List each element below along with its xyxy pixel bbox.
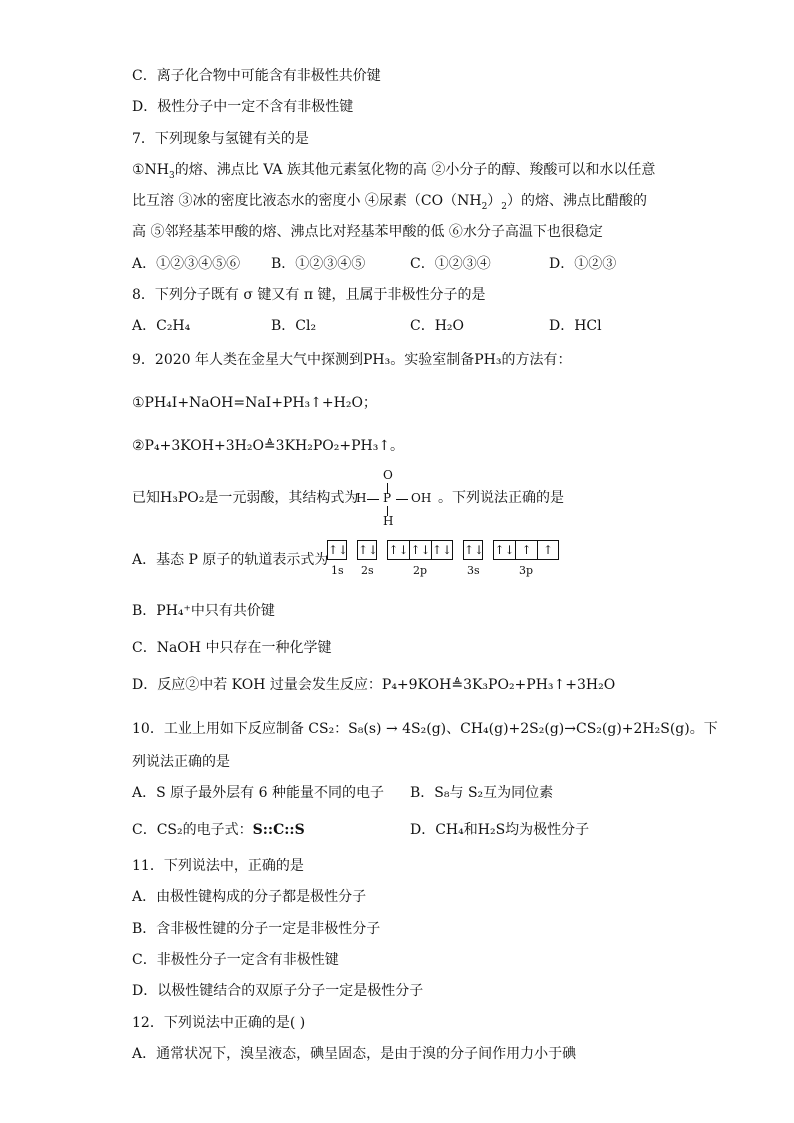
q7-statement-3: 高 ⑤邻羟基苯甲酸的熔、沸点比对羟基苯甲酸的低 ⑥水分子高温下也很稳定: [132, 224, 603, 240]
orbital-label-2p: 2p: [413, 564, 428, 577]
q9-reaction-2: ②P₄+3KOH+3H₂O≜3KH₂PO₂+PH₃↑。: [132, 438, 405, 454]
q10-option-d: D．CH₄和H₂S均为极性分子: [410, 822, 590, 838]
q11-option-a: A．由极性键构成的分子都是极性分子: [132, 889, 367, 905]
orbital-2s: ↑↓: [357, 540, 377, 560]
orbital-2p-cell: ↑↓: [432, 543, 453, 557]
struct-bond-poh: [396, 499, 408, 500]
q10-option-b: B．S₈与 S₂互为同位素: [410, 785, 554, 801]
orbital-2p-cell: ↑↓: [388, 543, 409, 557]
q9-option-c: C．NaOH 中只存在一种化学键: [132, 640, 332, 656]
question-11: 11．下列说法中，正确的是: [132, 858, 304, 874]
struct-oh: OH: [411, 491, 432, 505]
orbital-3p: [493, 540, 559, 560]
orbital-3p-cell: ↑: [542, 543, 554, 557]
question-10-cont: 列说法正确的是: [132, 754, 230, 770]
struct-h-bottom: H: [383, 514, 394, 528]
orbital-label-1s: 1s: [331, 564, 344, 577]
q9-known-acid: 已知H₃PO₂是一元弱酸，其结构式为: [132, 490, 359, 506]
q11-option-b: B．含非极性键的分子一定是非极性分子: [132, 921, 381, 937]
q7-option-a: A．①②③④⑤⑥: [132, 256, 241, 272]
question-8: 8．下列分子既有 σ 键又有 π 键，且属于非极性分子的是: [132, 287, 486, 303]
struct-bond-hp: [367, 499, 379, 500]
q7-statement-1: $①NH_3$的熔、沸点比 VA 族其他元素氢化物的高 ②小分子的醇、羧酸可以和水以任意: [132, 162, 656, 181]
q8-option-d: D．HCl: [549, 318, 602, 334]
q8-option-a: A．C₂H₄: [132, 318, 191, 334]
struct-h-left: H: [356, 491, 367, 505]
question-10: 10．工业上用如下反应制备 CS₂：S₈(s) → 4S₂(g)、CH₄(g)+2S₂(g)→CS₂(g)+2H₂S(g)。下: [132, 721, 718, 737]
struct-p: P: [383, 491, 392, 505]
question-7: 7．下列现象与氢键有关的是: [132, 131, 309, 147]
orbital-label-3p: 3p: [519, 564, 534, 577]
q11-option-d: D．以极性键结合的双原子分子一定是极性分子: [132, 983, 424, 999]
orbital-3p-cell: ↑↓: [494, 543, 515, 557]
q10-option-c: C．CS₂的电子式：S::C::S: [132, 822, 305, 838]
q8-option-b: B．Cl₂: [271, 318, 317, 334]
q11-option-c: C．非极性分子一定含有非极性键: [132, 952, 339, 968]
q7-statement-2: 比互溶 ③冰的密度比液态水的密度小 ④尿素$(CO(NH_2)_2)$的熔、沸点比醋酸的: [132, 193, 648, 212]
q9-option-b: B．PH₄⁺中只有共价键: [132, 603, 275, 619]
orbital-2p: [387, 540, 453, 560]
orbital-label-2s: 2s: [361, 564, 374, 577]
h3po2-structure: [356, 468, 438, 528]
orbital-2p-cell: ↑↓: [410, 543, 431, 557]
q7-option-c: C．①②③④: [410, 256, 491, 272]
q9-reaction-1: ①PH₄I+NaOH=NaI+PH₃↑+H₂O；: [132, 395, 377, 411]
q7-option-d: D．①②③: [549, 256, 617, 272]
orbital-3s: ↑↓: [463, 540, 483, 560]
q9-option-d: D．反应②中若 KOH 过量会发生反应：P₄+9KOH≜3K₃PO₂+PH₃↑+3H₂O: [132, 677, 616, 693]
orbital-1s: ↑↓: [327, 540, 347, 560]
option-c-q6: C．离子化合物中可能含有非极性共价键: [132, 68, 381, 84]
question-12: 12．下列说法中正确的是( ): [132, 1015, 306, 1031]
q9-option-a: A．基态 P 原子的轨道表示式为: [132, 552, 329, 568]
q9-known-tail: 。下列说法正确的是: [438, 490, 564, 506]
struct-o: O: [383, 468, 393, 482]
cs2-electron-formula: S::C::S: [252, 822, 305, 838]
q12-option-a: A．通常状况下，溴呈液态，碘呈固态，是由于溴的分子间作用力小于碘: [132, 1046, 577, 1062]
q10-option-a: A．S 原子最外层有 6 种能量不同的电子: [132, 785, 384, 801]
orbital-3p-cell: ↑: [516, 541, 538, 559]
option-d-q6: D．极性分子中一定不含有非极性键: [132, 99, 354, 115]
q7-option-b: B．①②③④⑤: [271, 256, 366, 272]
q8-option-c: C．H₂O: [410, 318, 465, 334]
question-9: 9．2020 年人类在金星大气中探测到PH₃。实验室制备PH₃的方法有：: [132, 352, 572, 368]
orbital-label-3s: 3s: [467, 564, 480, 577]
